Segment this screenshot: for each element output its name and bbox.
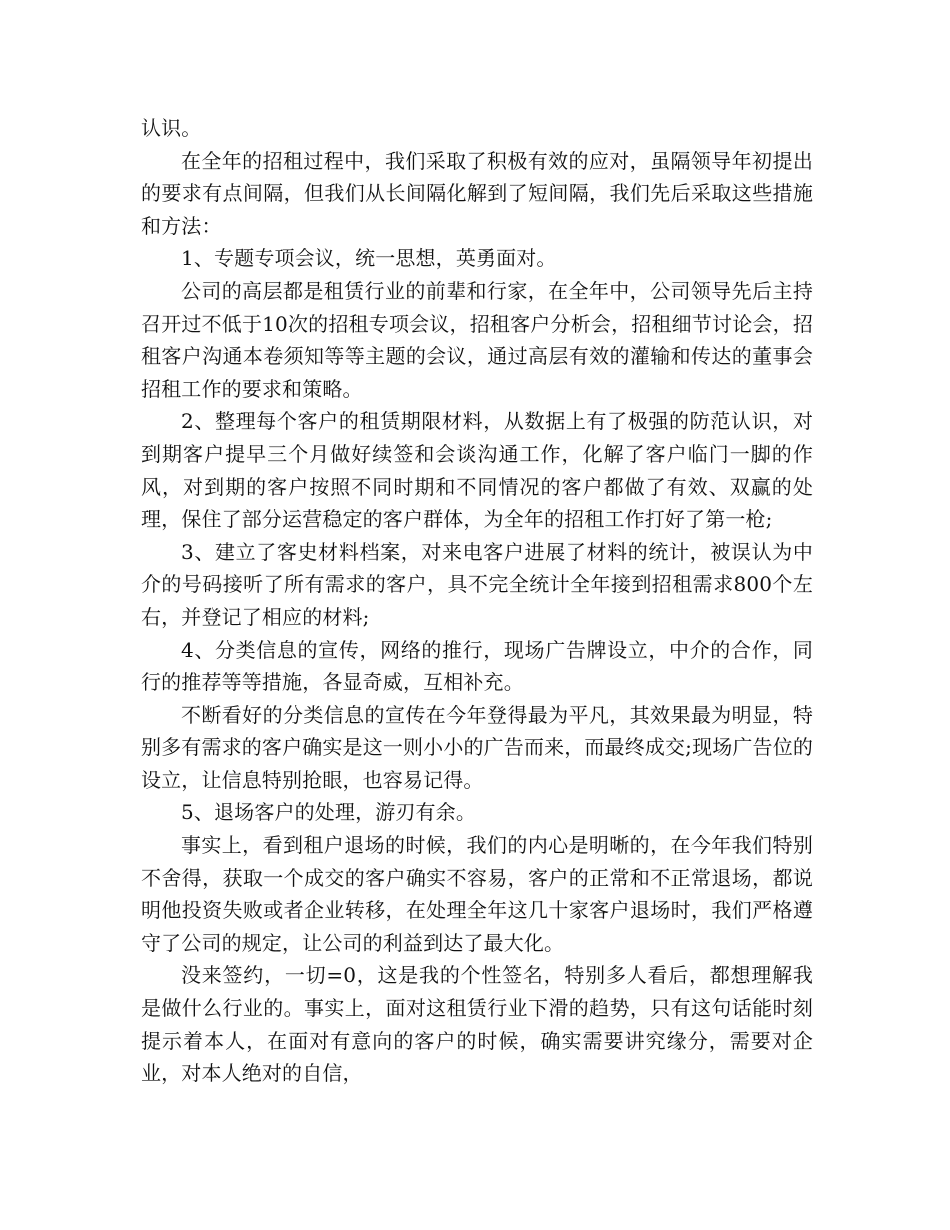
paragraph-item-1-body: 公司的高层都是租赁行业的前辈和行家，在全年中，公司领导先后主持召开过不低于10次的招租专项会议，招租客户分析会，招租细节讨论会，招租客户沟通本卷须知等等主题的会议，通过高层有效的灌输和传达的董事会招租工作的要求和策略。 — [141, 278, 813, 401]
paragraph-item-5-body: 事实上，看到租户退场的时候，我们的内心是明晰的，在今年我们特别不舍得，获取一个成交的客户确实不容易，客户的正常和不正常退场，都说明他投资失败或者企业转移，在处理全年这几十家客户退场时，我们严格遵守了公司的规定，让公司的利益到达了最大化。 — [141, 833, 813, 955]
paragraph-intro-measures: 在全年的招租过程中，我们采取了积极有效的应对，虽隔领导年初提出的要求有点间隔，但我们从长间隔化解到了短间隔，我们先后采取这些措施和方法： — [141, 148, 813, 238]
document-body — [141, 112, 813, 1090]
paragraph-item-4-heading: 4、分类信息的宣传，网络的推行，现场广告牌设立，中介的合作，同行的推荐等等措施，各显奇威，互相补充。 — [141, 637, 813, 695]
paragraph-recognition: 认识。 — [141, 116, 202, 140]
paragraph-item-1-heading: 1、专题专项会议，统一思想，英勇面对。 — [181, 246, 557, 271]
paragraph-item-5-heading: 5、退场客户的处理，游刃有余。 — [181, 800, 476, 825]
paragraph-item-2: 2、整理每个客户的租赁期限材料，从数据上有了极强的防范认识，对到期客户提早三个月做好续签和会谈沟通工作，化解了客户临门一脚的作风，对到期的客户按照不同时期和不同情况的客户都做了有效、双赢的处理，保住了部分运营稳定的客户群体，为全年的招租工作打好了第一枪; — [141, 409, 813, 532]
paragraph-signature-motto: 没来签约，一切=0，这是我的个性签名，特别多人看后，都想理解我是做什么行业的。事实上，面对这租赁行业下滑的趋势，只有这句话能时刻提示着本人，在面对有意向的客户的时候，确实需要讲究缘分，需要对企业，对本人绝对的自信， — [141, 963, 813, 1086]
paragraph-item-4-body: 不断看好的分类信息的宣传在今年登得最为平凡，其效果最为明显，特别多有需求的客户确实是这一则小小的广告而来，而最终成交;现场广告位的设立，让信息特别抢眼，也容易记得。 — [141, 702, 813, 792]
paragraph-item-3: 3、建立了客史材料档案，对来电客户进展了材料的统计，被误认为中介的号码接听了所有需求的客户，具不完全统计全年接到招租需求800个左右，并登记了相应的材料; — [141, 539, 813, 629]
